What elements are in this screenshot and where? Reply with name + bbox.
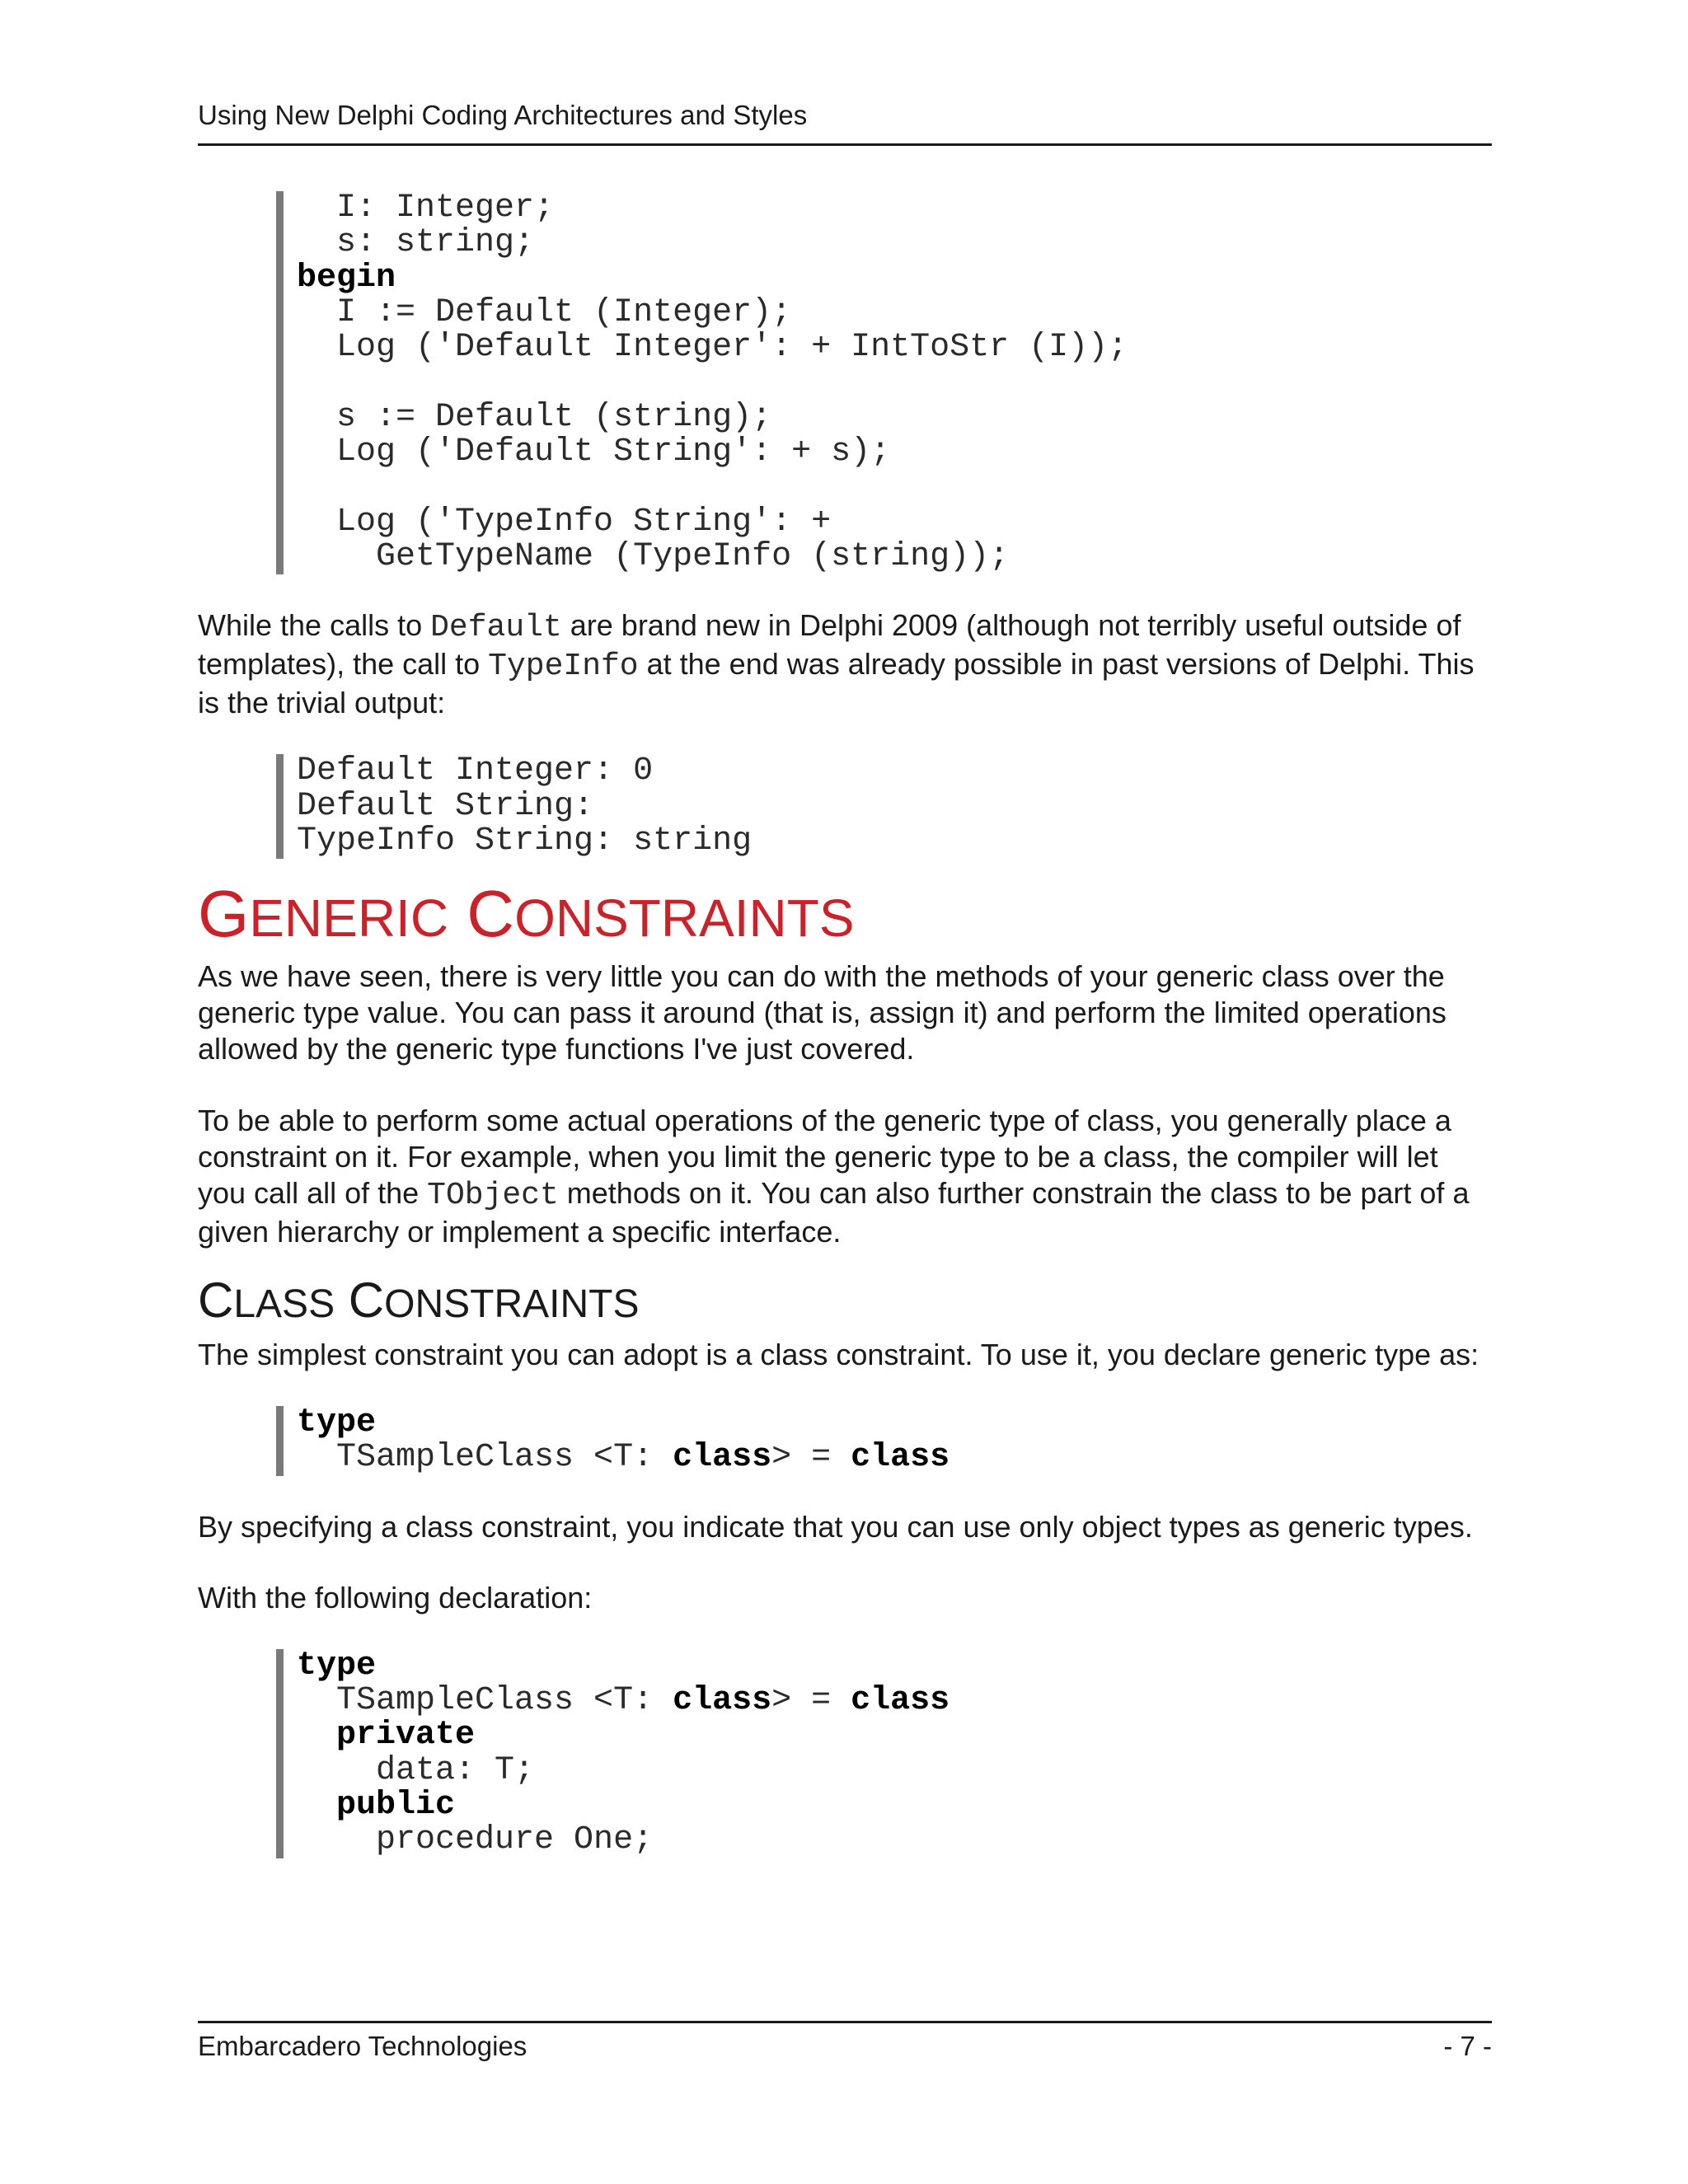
- code-line: Log ('Default String': + s);: [297, 434, 891, 471]
- paragraph-object-types: By specifying a class constraint, you indicate that you can use only object types as generic types.: [198, 1509, 1473, 1544]
- code-block-output: [276, 754, 1492, 859]
- inline-code-default: Default: [430, 610, 562, 646]
- heading-cap: C: [198, 1272, 234, 1329]
- code-line: GetTypeName (TypeInfo (string));: [297, 537, 1010, 575]
- code-line-blank: [297, 470, 1492, 504]
- running-header: [198, 97, 1492, 146]
- code-text: TSampleClass <T:: [297, 1682, 673, 1720]
- text-run: methods on it. You can also further constrain the class to be part of a given hierarchy or implement a specific interface.: [198, 1176, 1470, 1249]
- heading-cap: C: [467, 877, 515, 951]
- code-line-private: [297, 1718, 1492, 1753]
- page-content: [198, 191, 1492, 1858]
- code-line-public: [297, 1788, 1492, 1823]
- code-text: > =: [771, 1682, 851, 1720]
- code-line: s := Default (string);: [297, 398, 772, 436]
- text-run: at the end was already possible in past versions of Delphi. This is the trivial output:: [198, 647, 1475, 720]
- code-keyword: class: [673, 1439, 772, 1477]
- code-keyword: class: [673, 1682, 772, 1720]
- code-text: TSampleClass <T:: [297, 1439, 673, 1477]
- footer-company: Embarcadero Technologies: [198, 2031, 528, 2061]
- code-line-type: type: [297, 1647, 377, 1685]
- heading-smallcaps: ONSTRAINTS: [384, 1282, 640, 1327]
- code-line: data: T;: [297, 1751, 535, 1789]
- code-line-declaration: [297, 1684, 1492, 1718]
- code-line-begin: begin: [297, 259, 396, 297]
- output-line: Default Integer: 0: [297, 752, 654, 790]
- code-line: Log ('Default Integer': + IntToStr (I));: [297, 329, 1128, 367]
- code-line: I: Integer;: [297, 190, 555, 227]
- paragraph-following-declaration: With the following declaration:: [198, 1580, 593, 1615]
- code-line: procedure One;: [297, 1821, 654, 1859]
- output-line: Default String:: [297, 787, 594, 825]
- heading-class-constraints: [198, 1272, 1492, 1333]
- code-line: I := Default (Integer);: [297, 293, 792, 331]
- running-footer: [198, 2021, 1492, 2069]
- code-line-declaration: [297, 1441, 1492, 1475]
- text-run: While the calls to: [198, 608, 431, 643]
- paragraph-generic-methods: As we have seen, there is very little you can do with the methods of your generic class over the generic type value. You can pass it around (that is, assign it) and perform the limited operations allowed by the generic type functions I've just covered.: [198, 959, 1447, 1066]
- paragraph-constraint-intro: [198, 1103, 1492, 1250]
- heading-smallcaps: ONSTRAINTS: [514, 888, 855, 949]
- heading-smallcaps: LASS: [233, 1282, 335, 1327]
- code-keyword: public: [336, 1786, 456, 1824]
- text-run: To be able to perform some actual operations of the generic type of class, you generally place a constraint on it. For example, when you limit the generic type to be a class, the compiler will let you call all of the: [198, 1104, 1451, 1211]
- paragraph-simplest-constraint: The simplest constraint you can adopt is a class constraint. To use it, you declare generic type as:: [198, 1338, 1479, 1372]
- heading-generic-constraints: [198, 877, 1492, 955]
- page-number: - 7 -: [1443, 2031, 1492, 2061]
- text-run: are brand new in Delphi 2009 (although not terribly useful outside of templates), the call to: [198, 608, 1461, 682]
- code-keyword: class: [851, 1439, 950, 1477]
- code-keyword: class: [851, 1682, 950, 1720]
- document-page: [198, 0, 1492, 2184]
- header-title: Using New Delphi Coding Architectures and Styles: [198, 100, 808, 130]
- code-keyword: private: [336, 1717, 476, 1755]
- heading-smallcaps: ENERIC: [249, 888, 449, 949]
- code-block-class-constraint: [276, 1406, 1492, 1476]
- code-block-sample-class: [276, 1649, 1492, 1858]
- code-line: s: string;: [297, 224, 535, 262]
- code-text: > =: [771, 1439, 851, 1477]
- heading-cap: G: [198, 877, 250, 951]
- code-block-default-values: [276, 191, 1492, 574]
- code-line-type: type: [297, 1404, 377, 1442]
- code-line-blank: [297, 365, 1492, 400]
- output-line: TypeInfo String: string: [297, 822, 753, 860]
- inline-code-typeinfo: TypeInfo: [488, 649, 639, 685]
- heading-cap: C: [348, 1272, 385, 1329]
- inline-code-tobject: TObject: [427, 1178, 559, 1214]
- code-line: Log ('TypeInfo String': +: [297, 503, 832, 541]
- paragraph-default-calls: [198, 607, 1492, 721]
